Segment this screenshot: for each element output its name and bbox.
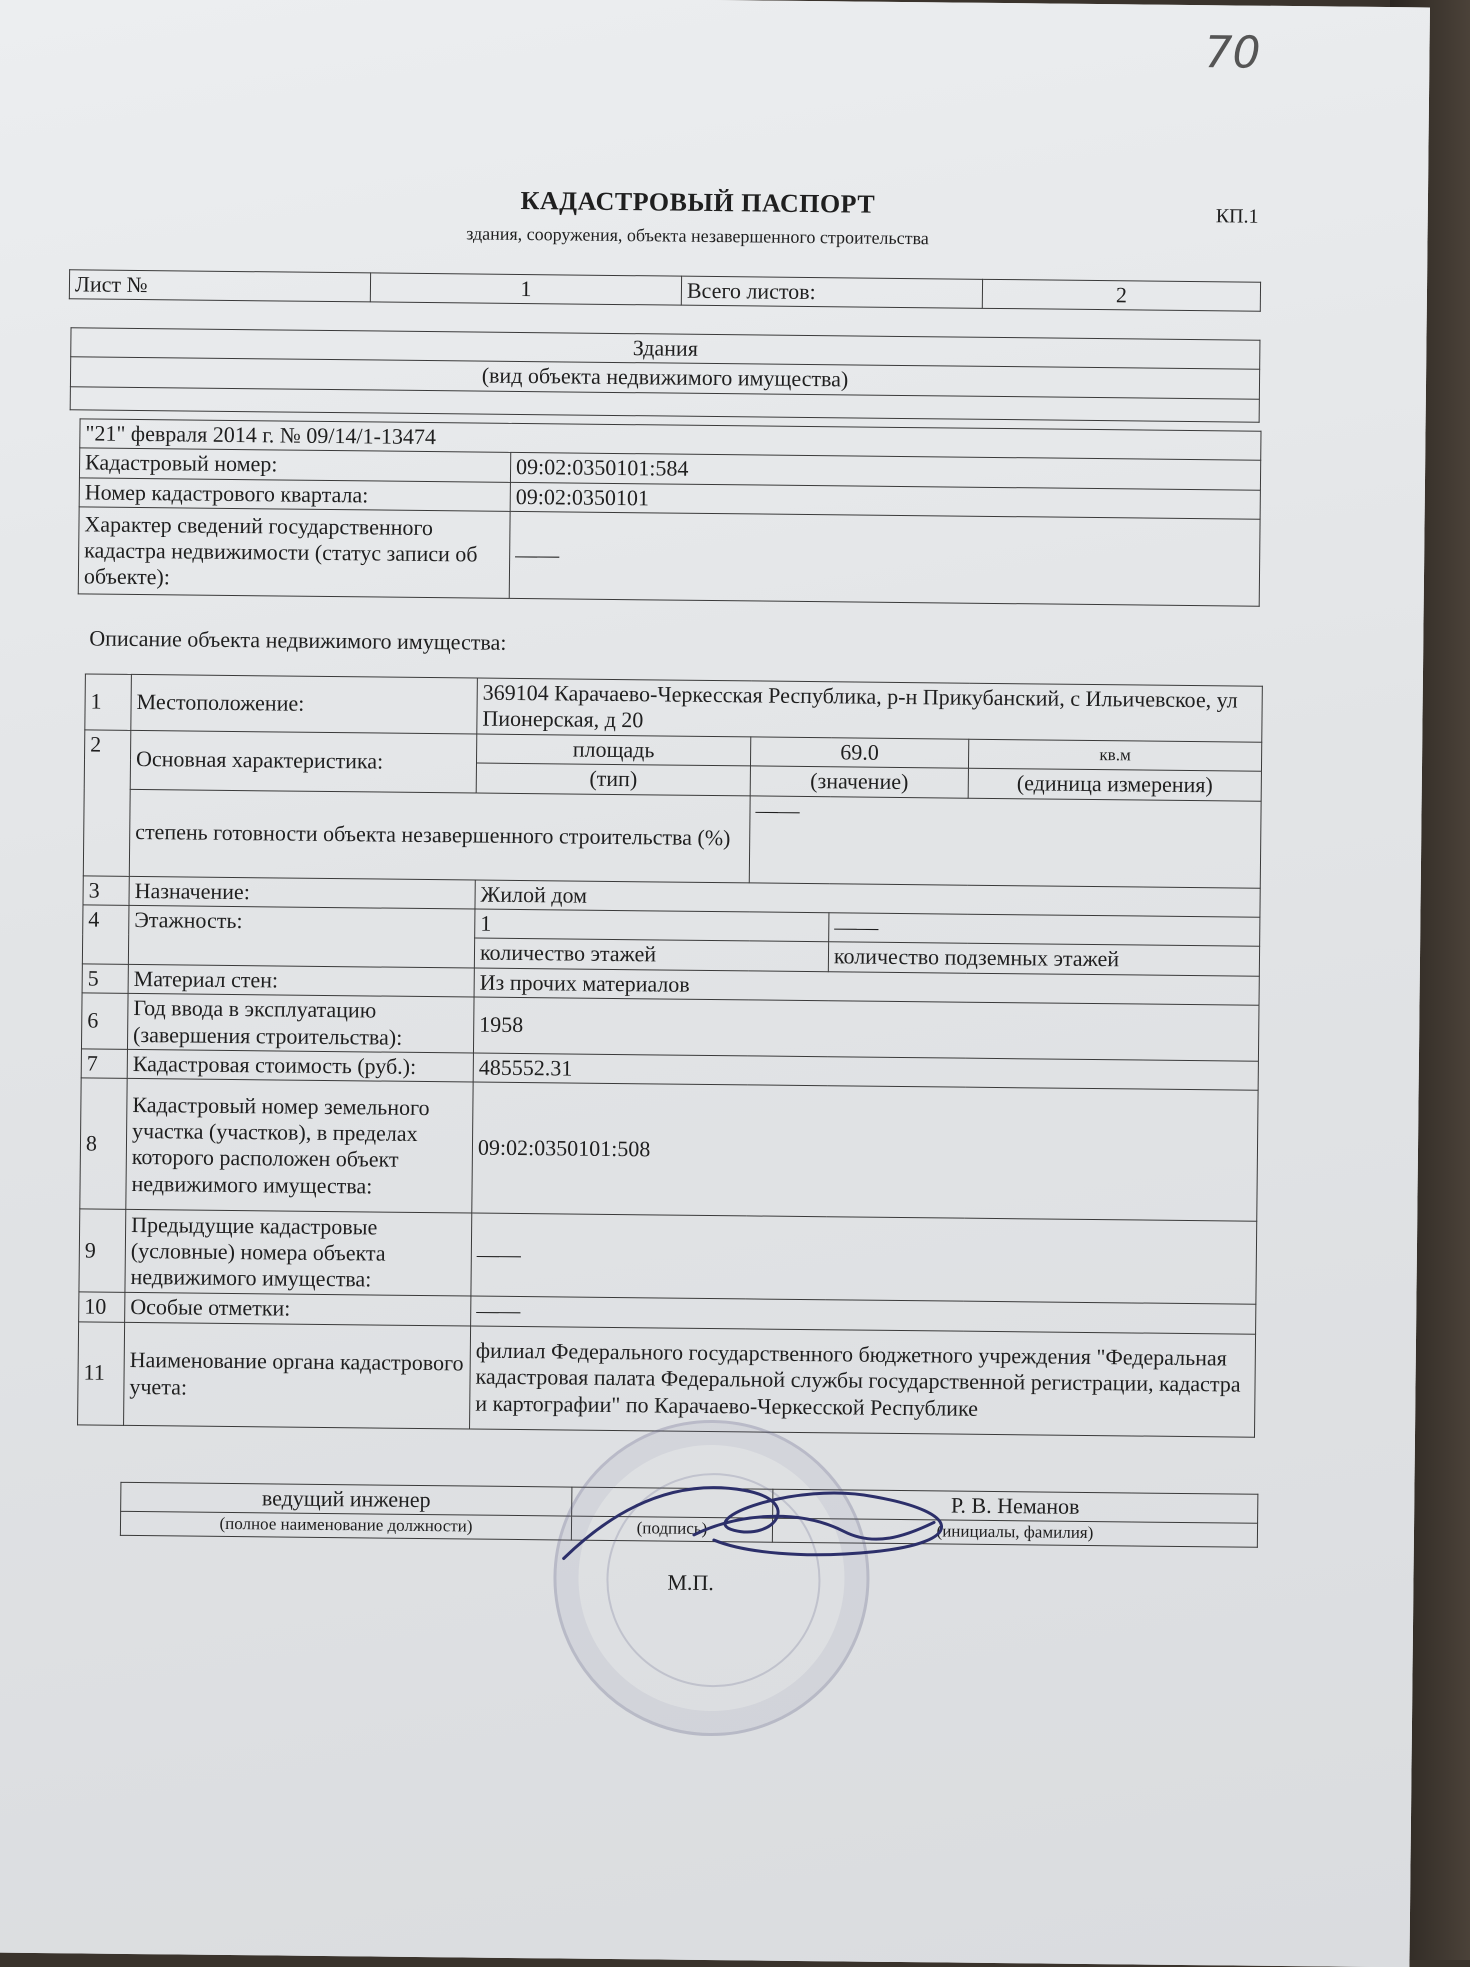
form-code: КП.1 — [1215, 205, 1259, 228]
position-value: ведущий инженер — [121, 1482, 572, 1516]
document-subtitle: здания, сооружения, объекта незавершенного строительства — [466, 223, 929, 249]
location-value: 369104 Карачаево-Черкесская Республика, р-н Прикубанский, с Ильичевское, ул Пионерская, д 20 — [477, 678, 1263, 742]
object-type-caption: (вид объекта недвижимого имущества) — [70, 357, 1259, 399]
row-number: 3 — [83, 875, 129, 905]
special-notes-value: —— — [471, 1296, 1256, 1334]
date-number: "21" февраля 2014 г. № 09/14/1-13474 — [80, 419, 1261, 461]
location-label: Местоположение: — [131, 674, 478, 733]
sheet-info-table — [69, 269, 1261, 312]
previous-numbers-label: Предыдущие кадастровые (условные) номера объекта недвижимого имущества: — [125, 1210, 472, 1297]
quarter-number-label: Номер кадастрового квартала: — [79, 478, 510, 512]
row-number: 8 — [80, 1078, 127, 1209]
identification-table — [78, 418, 1262, 607]
commission-year-label: Год ввода в эксплуатацию (завершения строительства): — [127, 994, 474, 1053]
object-type-table — [70, 327, 1261, 422]
land-plot-label: Кадастровый номер земельного участка (участков), в пределах которого расположен объект недвижимого имущества: — [126, 1079, 473, 1214]
cadastral-value-label: Кадастровая стоимость (руб.): — [127, 1049, 473, 1082]
row-number: 1 — [85, 674, 132, 730]
underground-floors-value: —— — [829, 913, 1260, 947]
area-value: 69.0 — [750, 737, 968, 769]
area-type: площадь — [476, 734, 750, 766]
position-caption: (полное наименование должности) — [120, 1512, 571, 1540]
row-number: 6 — [81, 993, 128, 1049]
floors-value: 1 — [475, 909, 829, 942]
readiness-label: степень готовности объекта незавершенного строительства (%) — [129, 789, 750, 882]
type-caption: (тип) — [476, 763, 750, 795]
cadastral-value-value: 485552.31 — [473, 1053, 1258, 1091]
handwritten-signature — [543, 1438, 1004, 1583]
name-caption: (инициалы, фамилия) — [772, 1519, 1257, 1547]
readiness-value: —— — [749, 795, 1261, 887]
status-value: —— — [509, 512, 1260, 607]
sheet-label: Лист № — [69, 270, 370, 303]
purpose-label: Назначение: — [129, 876, 475, 909]
land-plot-value: 09:02:0350101:508 — [472, 1082, 1258, 1221]
floors-label: Этажность: — [128, 905, 475, 967]
document-title: КАДАСТРОВЫЙ ПАСПОРТ — [520, 185, 876, 219]
description-table — [77, 673, 1263, 1437]
floors-caption: количество этажей — [474, 938, 828, 971]
row-number: 7 — [81, 1049, 127, 1079]
status-label: Характер сведений государственного кадастра недвижимости (статус записи об объекте): — [78, 507, 510, 599]
quarter-number-value: 09:02:0350101 — [510, 482, 1260, 519]
row-number: 9 — [79, 1209, 126, 1292]
object-type-value: Здания — [71, 328, 1260, 370]
cadastral-number-value: 09:02:0350101:584 — [510, 453, 1260, 490]
row-number: 2 — [83, 730, 131, 876]
special-notes-label: Особые отметки: — [125, 1293, 471, 1326]
stamp-label: М.П. — [667, 1569, 715, 1596]
main-characteristic-label: Основная характеристика: — [130, 730, 477, 792]
row-number: 10 — [79, 1292, 125, 1322]
row-number: 5 — [82, 964, 128, 994]
area-unit: кв.м — [968, 739, 1261, 771]
cadastral-number-label: Кадастровый номер: — [79, 448, 510, 482]
handwritten-page-number: 70 — [1204, 27, 1261, 79]
wall-material-label: Материал стен: — [128, 964, 474, 997]
previous-numbers-value: —— — [471, 1213, 1257, 1304]
wall-material-value: Из прочих материалов — [474, 968, 1259, 1006]
sheet-number: 1 — [370, 273, 681, 306]
total-sheets-value: 2 — [982, 279, 1260, 311]
commission-year-value: 1958 — [473, 997, 1259, 1061]
total-sheets-label: Всего листов: — [681, 276, 982, 309]
row-number: 11 — [78, 1322, 125, 1425]
value-caption: (значение) — [750, 766, 968, 798]
description-heading: Описание объекта недвижимого имущества: — [89, 625, 507, 655]
name-value: Р. В. Неманов — [773, 1489, 1258, 1523]
row-number: 4 — [82, 905, 129, 964]
unit-caption: (единица измерения) — [968, 768, 1261, 800]
registration-authority-label: Наименование органа кадастрового учета: — [124, 1322, 471, 1429]
purpose-value: Жилой дом — [475, 880, 1260, 918]
signature-caption: (подпись) — [571, 1516, 772, 1541]
registration-authority-value: филиал Федерального государственного бюджетного учреждения "Федеральная кадастровая палата Федеральной службы государственной регистрации, кадастра и картографии" по Карачаево-Черкесской Республике — [470, 1326, 1256, 1437]
underground-floors-caption: количество подземных этажей — [828, 942, 1259, 976]
